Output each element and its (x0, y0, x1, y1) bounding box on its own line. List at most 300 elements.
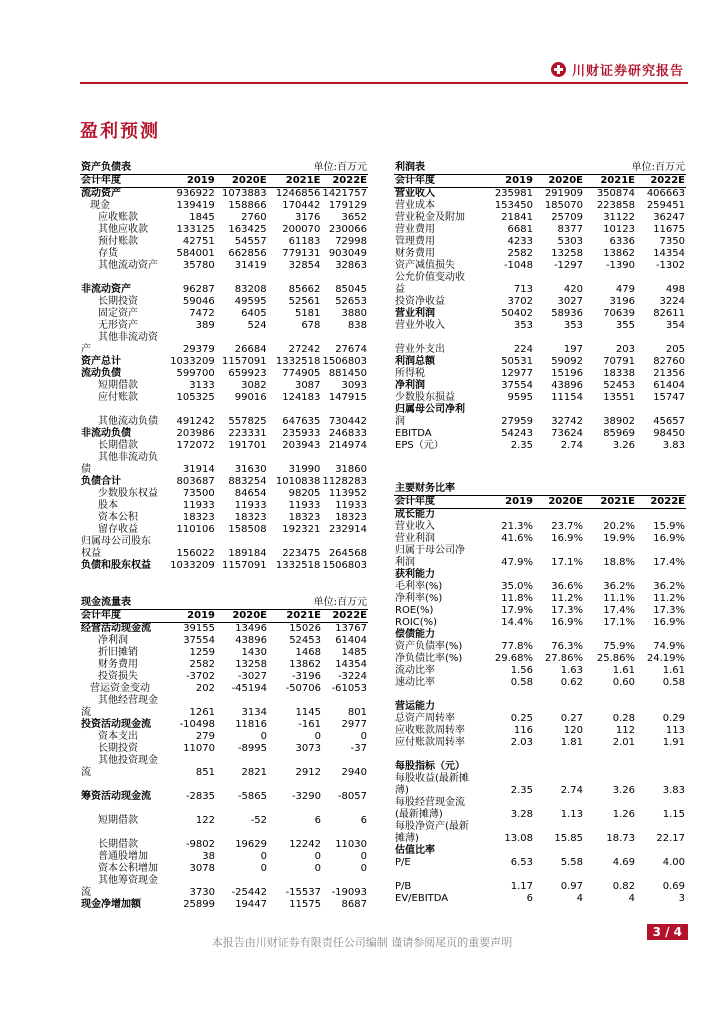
row-label: 资本公积增加 (98, 863, 158, 874)
cell-value: 524 (247, 320, 267, 331)
cell-value: -10498 (179, 719, 215, 730)
table-row (80, 695, 368, 707)
cell-value (168, 755, 216, 767)
cell-value: 59092 (551, 356, 583, 367)
cell-value (636, 545, 686, 557)
cell-value: 259451 (646, 200, 685, 211)
row-label: 润 (395, 416, 405, 427)
table-row (394, 404, 686, 416)
cell-value (268, 827, 322, 839)
cell-value (584, 845, 636, 857)
cell-value: 18323 (182, 512, 215, 523)
cell-value: 803687 (176, 476, 215, 487)
table-header-row (80, 175, 368, 188)
cell-value: 2760 (241, 212, 267, 223)
table-title: 利润表 (395, 162, 425, 173)
row-label: 净利润 (395, 380, 425, 391)
cell-value: 13258 (235, 659, 267, 670)
cell-value: 21356 (653, 368, 685, 379)
table-row (394, 440, 686, 452)
row-label: 经营活动现金流 (81, 623, 151, 634)
cell-value (636, 689, 686, 701)
cell-value: 1506803 (322, 356, 367, 367)
cell-value: 2.01 (612, 737, 635, 748)
row-label: 营业收入 (395, 521, 435, 532)
cell-value: 172072 (176, 440, 215, 451)
cell-value: 0 (360, 851, 367, 862)
cell-value: 202 (195, 683, 215, 694)
table-row (80, 476, 368, 488)
cell-value: 20.2% (603, 521, 635, 532)
table-row (80, 827, 368, 839)
row-label: 每股净资产(最新 (395, 821, 469, 832)
cell-value: 0 (360, 863, 367, 874)
cell-value (486, 701, 534, 713)
table-row (80, 647, 368, 659)
cell-value: 116 (513, 725, 533, 736)
cell-value (636, 845, 686, 857)
cell-value: 25899 (183, 899, 215, 910)
row-label: 每股收益(最新摊 (395, 773, 469, 784)
brand-logo-icon (551, 62, 566, 77)
cell-value: 203986 (176, 428, 215, 439)
cell-value: 11154 (551, 392, 583, 403)
cell-value (584, 773, 636, 785)
cell-value: 15.85 (554, 833, 583, 844)
cell-value: -52 (250, 815, 267, 826)
cell-value: 15196 (551, 368, 583, 379)
table-row (394, 833, 686, 845)
row-label: 管理费用 (395, 236, 435, 247)
row-label: 短期借款 (98, 380, 138, 391)
cell-value: 883254 (228, 476, 267, 487)
cell-value: 1157091 (222, 356, 267, 367)
row-label: 其他筹资现金 (98, 875, 158, 886)
cell-value: -8057 (337, 791, 367, 802)
cell-value: 122 (195, 815, 215, 826)
row-label (80, 779, 168, 791)
cell-value: 124183 (282, 392, 321, 403)
cell-value: 223858 (596, 200, 635, 211)
row-label: 其他流动资产 (98, 260, 158, 271)
cell-value (168, 875, 216, 887)
row-label: 公允价值变动收 (395, 272, 465, 283)
cell-value (486, 272, 534, 284)
row-label: 财务费用 (98, 659, 138, 670)
table-row (394, 392, 686, 404)
cell-value: 903049 (328, 248, 367, 259)
cell-value: 7472 (189, 308, 215, 319)
table-row (394, 605, 686, 617)
cell-value: 3093 (341, 380, 367, 391)
cell-value: -37 (350, 743, 367, 754)
row-label: 现金 (90, 200, 110, 211)
cell-value: 1421757 (322, 188, 367, 199)
cell-value: 1.15 (662, 809, 685, 820)
row-label: ROE(%) (395, 605, 434, 616)
cell-value: 11933 (234, 500, 267, 511)
cell-value: 61404 (653, 380, 685, 391)
fiscal-year-header: 会计年度 (394, 175, 486, 188)
cell-value: -1302 (655, 260, 685, 271)
cell-value: 214974 (328, 440, 367, 451)
cell-value: 851 (195, 767, 215, 778)
cell-value: 153450 (494, 200, 533, 211)
cell-value: 85045 (335, 284, 367, 295)
cell-value: 662856 (228, 248, 267, 259)
row-label: 债 (81, 464, 91, 475)
cell-value: 6681 (507, 224, 533, 235)
cell-value (486, 797, 534, 809)
cell-value (534, 629, 584, 641)
cell-value: 158866 (228, 200, 267, 211)
cell-value: 23.7% (551, 521, 583, 532)
table-row (394, 428, 686, 440)
row-label: 其他经营现金 (98, 695, 158, 706)
cell-value: 98450 (653, 428, 685, 439)
cell-value (321, 404, 368, 416)
cell-value (584, 797, 636, 809)
cell-value: 27242 (288, 344, 321, 355)
row-label: 少数股东权益 (98, 488, 158, 499)
table-row (394, 188, 686, 201)
table-row (80, 380, 368, 392)
cell-value: -161 (298, 719, 321, 730)
cell-value: -8995 (237, 743, 267, 754)
cell-value (268, 404, 322, 416)
cell-value: 3.26 (612, 440, 635, 451)
cell-value: 3176 (294, 212, 321, 223)
cell-value: -3224 (337, 671, 367, 682)
table-row (80, 683, 368, 695)
table-row (394, 236, 686, 248)
cell-value: 45657 (653, 416, 685, 427)
table-row (80, 416, 368, 428)
cell-value: 13551 (603, 392, 635, 403)
table-row (80, 635, 368, 647)
cell-value (268, 695, 322, 707)
cell-value (534, 773, 584, 785)
cell-value (584, 749, 636, 761)
cell-value: 3196 (609, 296, 635, 307)
brand-name: 川财证券研究报告 (571, 64, 684, 79)
cell-value: -3702 (185, 671, 215, 682)
year-header: 2019 (486, 496, 534, 509)
cell-value: 235981 (494, 188, 533, 199)
cell-value: 6 (526, 893, 533, 904)
cell-value (486, 773, 534, 785)
cell-value: 22.17 (656, 833, 685, 844)
cell-value: 350874 (596, 188, 635, 199)
cell-value: 2.03 (510, 737, 533, 748)
cell-value: 291909 (544, 188, 583, 199)
cell-value (534, 545, 584, 557)
cell-value: 0 (314, 851, 321, 862)
page-title: 盈利预测 (80, 121, 160, 142)
cell-value (636, 761, 686, 773)
row-label: 固定资产 (98, 308, 138, 319)
cell-value: 3133 (189, 380, 215, 391)
cell-value: 29.68% (494, 653, 533, 664)
cell-value: 9595 (507, 392, 533, 403)
row-label: 薄) (395, 785, 409, 796)
table-row (394, 248, 686, 260)
row-label: P/B (395, 881, 412, 892)
row-label: 营业成本 (395, 200, 435, 211)
row-label: 其他应收款 (98, 224, 148, 235)
row-label: 应付账款 (98, 392, 138, 403)
row-label: 益 (395, 284, 405, 295)
cell-value (534, 797, 584, 809)
cell-value: 35.0% (501, 581, 533, 592)
cell-value: 85662 (288, 284, 321, 295)
cell-value: 18323 (288, 512, 321, 523)
cell-value: 11933 (288, 500, 321, 511)
row-label: 成长能力 (395, 509, 435, 520)
cell-value: -61053 (331, 683, 367, 694)
cell-value (268, 755, 322, 767)
cell-value (584, 272, 636, 284)
cell-value: 31419 (234, 260, 267, 271)
cell-value: 83208 (234, 284, 267, 295)
cell-value: 70791 (603, 356, 635, 367)
cell-value: 1033209 (170, 356, 215, 367)
row-label: 短期借款 (98, 815, 138, 826)
row-label: EV/EBITDA (395, 893, 449, 904)
row-label: 存货 (98, 248, 118, 259)
cell-value (321, 332, 368, 344)
row-label: 其他投资现金 (98, 755, 158, 766)
unit-label: 单位:百万元 (313, 162, 367, 173)
row-label: 营运能力 (395, 701, 435, 712)
cell-value: 32742 (551, 416, 583, 427)
cell-value (168, 695, 216, 707)
table-row (394, 677, 686, 689)
cell-value (534, 869, 584, 881)
income-statement-table (394, 162, 686, 452)
cell-value: 774905 (282, 368, 321, 379)
cell-value: 13258 (551, 248, 583, 259)
page-header (80, 56, 688, 84)
row-label: 资本公积 (98, 512, 138, 523)
cell-value (636, 773, 686, 785)
table-row (394, 284, 686, 296)
cell-value: 13496 (235, 623, 267, 634)
row-label (80, 827, 168, 839)
row-label: 应收账款周转率 (395, 725, 465, 736)
cell-value: 1.26 (612, 809, 635, 820)
cell-value: 37554 (501, 380, 533, 391)
cell-value: 3.28 (510, 809, 533, 820)
cell-value: 223475 (282, 548, 321, 559)
cell-value: 203943 (282, 440, 321, 451)
table-row (80, 392, 368, 404)
cell-value: 1128283 (322, 476, 367, 487)
cell-value: 584001 (176, 248, 215, 259)
cell-value (534, 509, 584, 522)
row-label: 营业费用 (395, 224, 435, 235)
cell-value (216, 755, 268, 767)
cell-value: 73500 (182, 488, 215, 499)
cell-value: 3730 (189, 887, 215, 898)
table-row (80, 404, 368, 416)
cell-value (534, 761, 584, 773)
cell-value (534, 749, 584, 761)
cell-value (216, 695, 268, 707)
cell-value: 8377 (557, 224, 583, 235)
cell-value: 133125 (176, 224, 215, 235)
cell-value: 189184 (228, 548, 267, 559)
cell-value: 5181 (294, 308, 321, 319)
cell-value (168, 779, 216, 791)
cell-value: 0 (260, 851, 267, 862)
row-label: 预付账款 (98, 236, 138, 247)
cell-value: 0.25 (510, 713, 533, 724)
table-row (80, 356, 368, 368)
year-header: 2021E (268, 175, 322, 188)
cell-value: 3082 (241, 380, 267, 391)
cell-value (584, 332, 636, 344)
table-row (80, 440, 368, 452)
cell-value: 353 (563, 320, 583, 331)
cell-value: -25442 (231, 887, 267, 898)
cell-value (216, 404, 268, 416)
table-row (80, 671, 368, 683)
cell-value (168, 452, 216, 464)
cell-value: 730442 (328, 416, 367, 427)
cell-value: 0.29 (662, 713, 685, 724)
cell-value (486, 545, 534, 557)
year-header: 2022E (636, 175, 686, 188)
row-label: 非流动资产 (81, 284, 131, 295)
table-row (80, 839, 368, 851)
table-row (394, 581, 686, 593)
table-row (80, 500, 368, 512)
cell-value: 43896 (235, 635, 267, 646)
cell-value: 32854 (288, 260, 321, 271)
cell-value: 50402 (501, 308, 533, 319)
row-label: 资本支出 (98, 731, 138, 742)
cell-value (321, 272, 368, 284)
cell-value: 18323 (335, 512, 367, 523)
table-row (394, 809, 686, 821)
cell-value: 21841 (501, 212, 533, 223)
row-label: 股本 (98, 500, 118, 511)
table-row (80, 548, 368, 560)
cell-value: 61404 (335, 635, 367, 646)
cell-value (321, 452, 368, 464)
cell-value (584, 689, 636, 701)
cell-value: 36.2% (603, 581, 635, 592)
cell-value (322, 827, 368, 839)
table-row (394, 845, 686, 857)
table-row (394, 689, 686, 701)
table-row (394, 797, 686, 809)
table-row (80, 803, 368, 815)
row-label: 净负债比率(%) (395, 653, 463, 664)
table-row (80, 248, 368, 260)
cell-value: 35780 (182, 260, 215, 271)
cell-value (636, 797, 686, 809)
row-label: (最新摊薄) (395, 809, 443, 820)
cell-value: 2912 (295, 767, 321, 778)
brand-logo (551, 60, 684, 79)
row-label: 权益 (81, 548, 101, 559)
financial-ratios-table (394, 483, 686, 905)
row-label: 投资活动现金流 (81, 719, 151, 730)
cell-value: 11.2% (653, 593, 685, 604)
fiscal-year-header: 会计年度 (80, 610, 168, 623)
row-label: 负债合计 (81, 476, 121, 487)
cell-value: 0 (314, 731, 321, 742)
cell-value: 156022 (176, 548, 215, 559)
cell-value: 0.62 (560, 677, 583, 688)
table-row (80, 524, 368, 536)
row-label: 其他非流动资 (98, 332, 158, 343)
cell-value: 3 (678, 893, 685, 904)
cell-value: -19093 (331, 887, 367, 898)
cell-value (268, 779, 322, 791)
cell-value: 41.6% (501, 533, 533, 544)
row-label (394, 749, 486, 761)
cell-value: 21.3% (501, 521, 533, 532)
row-label (80, 404, 168, 416)
cell-value: 13862 (289, 659, 321, 670)
cell-value: 16.9% (653, 617, 685, 628)
cell-value: 0.60 (612, 677, 635, 688)
cell-value: 31630 (234, 464, 267, 475)
cell-value: 158508 (228, 524, 267, 535)
row-label: 流动负债 (81, 368, 121, 379)
cell-value: -1390 (605, 260, 635, 271)
cell-value: 42751 (182, 236, 215, 247)
row-label: 长期投资 (98, 296, 138, 307)
cell-value (534, 701, 584, 713)
table-row (394, 641, 686, 653)
cell-value (486, 821, 534, 833)
year-header: 2020E (534, 175, 584, 188)
cell-value: 77.8% (501, 641, 533, 652)
cell-value: 2821 (241, 767, 267, 778)
cell-value: 19447 (235, 899, 267, 910)
year-header: 2020E (216, 610, 268, 623)
cell-value: 10123 (603, 224, 635, 235)
cell-value: 0 (360, 731, 367, 742)
cell-value (534, 404, 584, 416)
cell-value: 31860 (335, 464, 367, 475)
row-label: 总资产周转率 (395, 713, 455, 724)
cell-value: 12977 (501, 368, 533, 379)
table-row (394, 857, 686, 869)
cell-value: 105325 (176, 392, 215, 403)
cell-value (486, 569, 534, 581)
cell-value: -3196 (291, 671, 321, 682)
year-header: 2021E (584, 175, 636, 188)
table-row (394, 629, 686, 641)
cell-value (268, 875, 322, 887)
cell-value: 5.58 (560, 857, 583, 868)
row-label: 营业收入 (395, 188, 435, 199)
cell-value: 232914 (328, 524, 367, 535)
cell-value: 82611 (653, 308, 685, 319)
cell-value (322, 803, 368, 815)
table-row (80, 284, 368, 296)
cell-value: 16.9% (551, 617, 583, 628)
row-label: 资产总计 (81, 356, 121, 367)
cell-value: 936922 (176, 188, 215, 199)
cell-value: 0.58 (662, 677, 685, 688)
cell-value: 2582 (507, 248, 533, 259)
